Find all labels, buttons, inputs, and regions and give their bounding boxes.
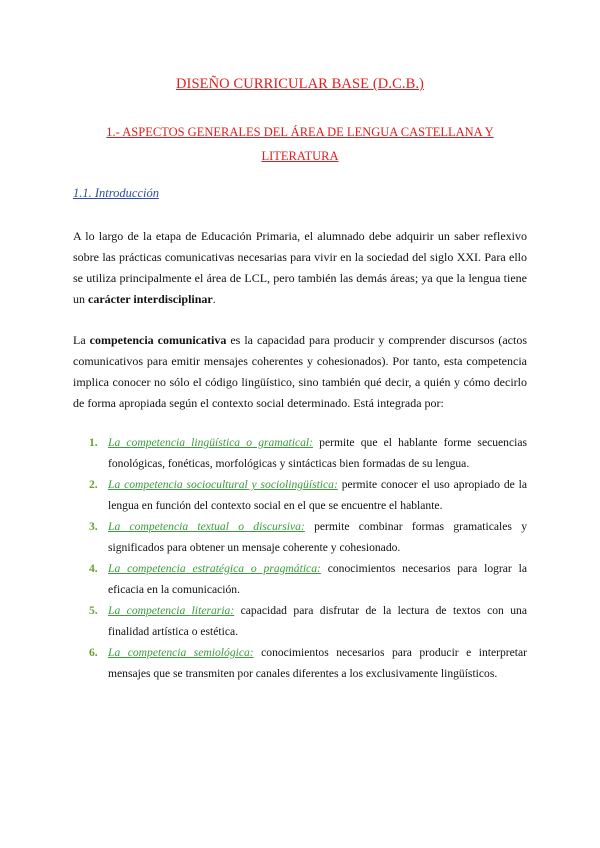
list-item-number: 2. (89, 478, 98, 491)
competence-paragraph-bold: competencia comunicativa (89, 333, 227, 347)
list-item-description: permite conocer el uso apropiado de la lengua en función del contexto social en el que se encuentre el hablante. (108, 478, 528, 512)
list-item-term: La competencia sociocultural y sociolingüística: (108, 478, 338, 491)
list-item-description: conocimientos necesarios para lograr la eficacia en la comunicación. (108, 562, 527, 596)
list-item-description: conocimientos necesarios para producir e interpretar mensajes que se transmiten por canales diferentes a los exclusivamente lingüísticos. (108, 646, 528, 680)
competence-paragraph-start: La (73, 333, 90, 347)
list-item (73, 558, 527, 600)
list-item (73, 642, 527, 684)
competence-paragraph-text: es la capacidad para producir y comprender discursos (actos comunicativos para emitir mensajes coherentes y cohesionados). Por tanto, esta competencia implica conocer no sólo el código lingüístico, sino también qué decir, a quién y cómo decirlo de forma apropiada según el contexto social determinado. Está integrada por: (73, 333, 528, 410)
intro-paragraph-end: . (212, 292, 216, 306)
list-item-term: La competencia literaria: (108, 604, 235, 617)
list-item-term: La competencia lingüística o gramatical: (108, 436, 313, 449)
list-item-description: permite combinar formas gramaticales y significados para obtener un mensaje coherente y cohesionado. (108, 520, 527, 554)
list-item-term: La competencia estratégica o pragmática: (108, 562, 321, 575)
list-item-term: La competencia textual o discursiva: (108, 520, 305, 533)
intro-paragraph (73, 226, 527, 310)
list-item (73, 474, 527, 516)
list-item-description: permite que el hablante forme secuencias fonológicas, fonéticas, morfológicas y sintácticas bien formadas de su lengua. (108, 436, 527, 470)
list-item (73, 432, 527, 474)
list-item-term: La competencia semiológica: (108, 646, 254, 659)
document-title: DISEÑO CURRICULAR BASE (D.C.B.) (175, 76, 424, 92)
list-item-number: 4. (89, 562, 98, 575)
list-item-description: capacidad para disfrutar de la lectura de textos con una finalidad artística o estética. (108, 604, 528, 638)
section-title: 1.- ASPECTOS GENERALES DEL ÁREA DE LENGUA CASTELLANA Y LITERATURA (106, 125, 494, 163)
list-item-number: 6. (89, 646, 98, 659)
list-item-number: 1. (89, 436, 98, 449)
intro-paragraph-text: A lo largo de la etapa de Educación Primaria, el alumnado debe adquirir un saber reflexivo sobre las prácticas comunicativas necesarias para vivir en la sociedad del siglo XXI. Para ello se utiliza principalmente el área de LCL, pero también las demás áreas; ya que la lengua tiene un (73, 229, 527, 306)
list-item-number: 5. (89, 604, 98, 617)
competence-paragraph (73, 330, 527, 414)
list-item (73, 600, 527, 642)
intro-paragraph-bold: carácter interdisciplinar (88, 292, 213, 306)
list-item (73, 516, 527, 558)
list-item-number: 3. (89, 520, 98, 533)
competencies-list (73, 432, 527, 684)
subsection-title: 1.1. Introducción (73, 186, 159, 200)
